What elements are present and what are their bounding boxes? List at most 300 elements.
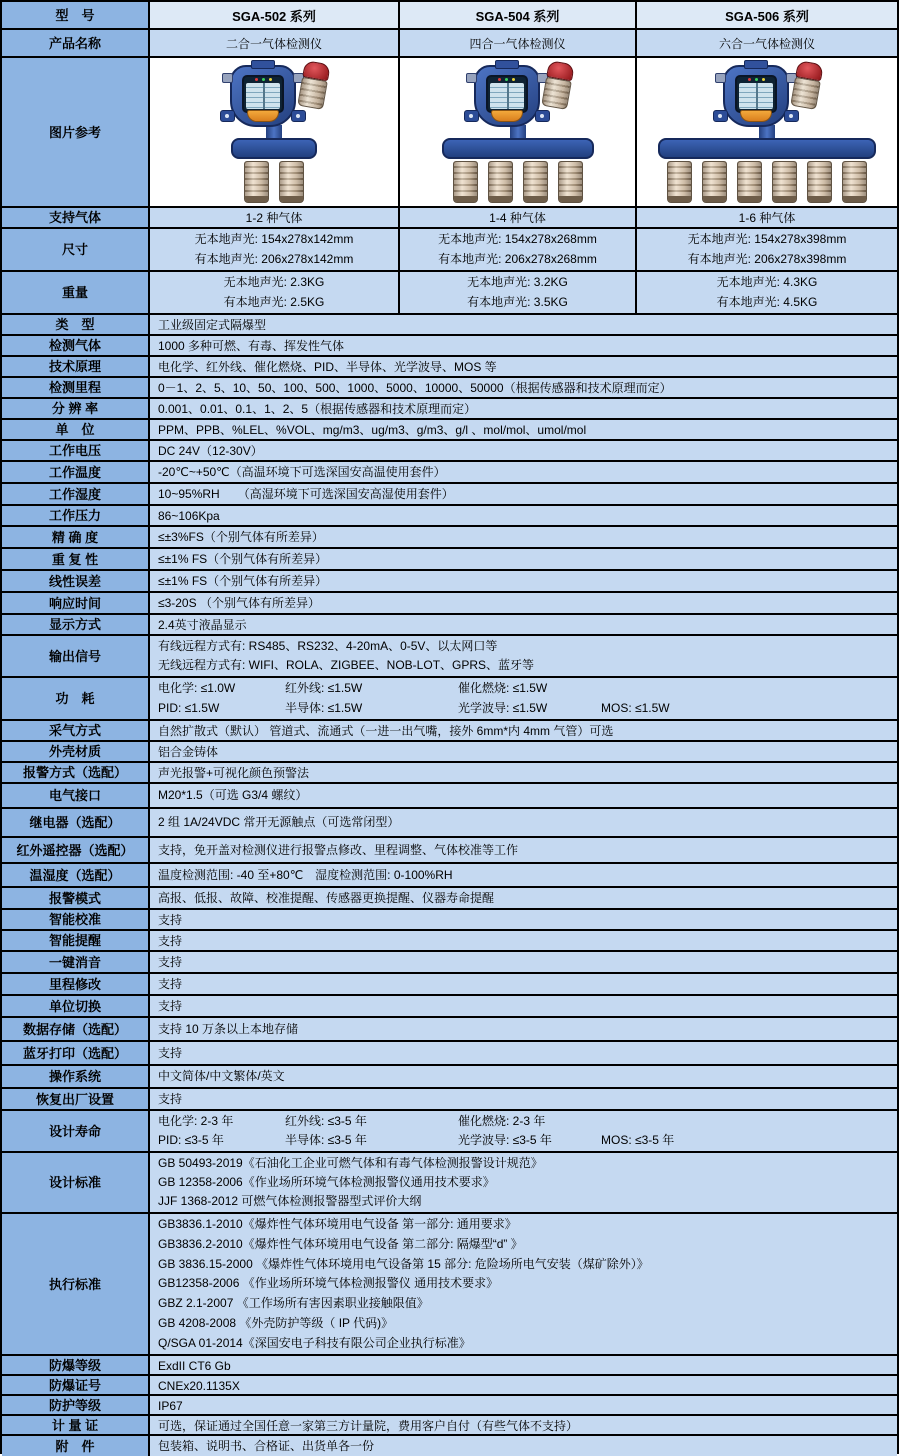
spec-row [2, 974, 897, 996]
spec-label: 工作湿度 [2, 484, 150, 504]
spec-label: 防爆等级 [2, 1356, 150, 1374]
spec-line: 有线远程方式有: RS485、RS232、4-20mA、0-5V、以太网口等 [158, 639, 498, 653]
row-label-supported-gases: 支持气体 [2, 208, 150, 227]
spec-value [150, 1214, 897, 1354]
spec-line: 0－1、2、5、10、50、100、500、1000、5000、10000、50000（根据传感器和技术原理而定） [158, 381, 672, 395]
spec-segment: 红外线: ≤1.5W [285, 681, 363, 696]
product-image-sga-502 [150, 58, 400, 206]
spec-label: 线性误差 [2, 571, 150, 591]
size-line: 无本地声光: 154x278x398mm [687, 232, 847, 247]
led-red-icon [255, 78, 258, 81]
beacon-body [541, 77, 572, 110]
spec-row [2, 784, 897, 809]
spec-segment: 电化学: ≤1.0W [158, 681, 236, 696]
spec-value [150, 1436, 897, 1456]
spec-label: 电气接口 [2, 784, 150, 807]
spec-row [2, 1396, 897, 1416]
spec-line: 电化学、红外线、催化燃烧、PID、半导体、光学波导、MOS 等 [158, 360, 497, 374]
beacon-body [297, 77, 328, 110]
product-name-3: 六合一气体检测仪 [637, 30, 897, 56]
size-line: 有本地声光: 206x278x398mm [687, 251, 847, 266]
spec-row [2, 315, 897, 336]
weight-1 [150, 272, 400, 313]
spec-segment: PID: ≤1.5W [158, 700, 220, 715]
spec-line: ≤3-20S （个别气体有所差异） [158, 596, 320, 610]
spec-value [150, 1376, 897, 1394]
spec-label: 里程修改 [2, 974, 150, 994]
weight-line: 无本地声光: 3.2KG [467, 275, 568, 290]
spec-row [2, 888, 897, 910]
spec-label: 智能校准 [2, 910, 150, 929]
mounting-ear [291, 110, 306, 122]
spec-row [2, 484, 897, 506]
gas-detector-illustration [658, 61, 876, 203]
weight-line: 有本地声光: 2.5KG [223, 294, 325, 309]
sensor-manifold [442, 138, 594, 159]
spec-label: 响应时间 [2, 593, 150, 613]
spec-line: PPM、PPB、%LEL、%VOL、mg/m3、ug/m3、g/m3、g/l 、mol/mol、umol/mol [158, 423, 587, 437]
sensor-row [244, 161, 304, 203]
spec-label: 报警方式（选配） [2, 763, 150, 782]
spec-line: 86~106Kpa [158, 509, 220, 523]
sensor-row [453, 161, 583, 203]
led-yellow-icon [512, 78, 515, 81]
spec-value [150, 1356, 897, 1374]
sensor-cylinder [244, 161, 269, 203]
spec-row [2, 441, 897, 462]
mounting-ear [535, 110, 550, 122]
spec-row [2, 636, 897, 678]
spec-label: 温湿度（选配） [2, 864, 150, 886]
row-label-image: 图片参考 [2, 58, 150, 206]
spec-row [2, 1018, 897, 1042]
row-label-model: 型 号 [2, 2, 150, 28]
spec-segment: 半导体: ≤3-5 年 [285, 1133, 367, 1147]
detector-screen [242, 75, 284, 113]
spec-line: 支持 [158, 999, 183, 1013]
top-cap [251, 60, 275, 69]
spec-label: 外壳材质 [2, 742, 150, 761]
row-size [2, 229, 897, 272]
spec-row [2, 399, 897, 420]
spec-value [150, 931, 897, 950]
spec-value [150, 315, 897, 334]
spec-value [150, 506, 897, 525]
spec-line: M20*1.5（可选 G3/4 螺纹） [158, 788, 308, 802]
spec-value [150, 974, 897, 994]
size-2 [400, 229, 637, 270]
spec-row [2, 462, 897, 484]
detector-button [247, 110, 279, 122]
spec-value [150, 615, 897, 634]
spec-label: 防爆证号 [2, 1376, 150, 1394]
sensor-manifold [658, 138, 876, 159]
model-sga-506: SGA-506 系列 [637, 2, 897, 28]
spec-line: 1000 多种可燃、有毒、挥发性气体 [158, 339, 345, 353]
spec-row [2, 1436, 897, 1456]
spec-label: 显示方式 [2, 615, 150, 634]
led-green-icon [755, 78, 758, 81]
spec-line: ≤±3%FS（个别气体有所差异） [158, 530, 324, 544]
row-label-weight: 重量 [2, 272, 150, 313]
spec-value [150, 784, 897, 807]
mounting-ear [784, 110, 799, 122]
spec-line: 无线远程方式有: WIFI、ROLA、ZIGBEE、NOB-LOT、GPRS、蓝牙等 [158, 658, 535, 672]
side-nut-icon [715, 73, 726, 83]
spec-value [150, 1111, 897, 1151]
spec-value [150, 1153, 897, 1212]
spec-label: 工作电压 [2, 441, 150, 460]
spec-row [2, 1356, 897, 1376]
spec-row [2, 721, 897, 742]
spec-line: 声光报警+可视化颜色预警法 [158, 766, 310, 780]
spec-label: 一键消音 [2, 952, 150, 972]
spec-label: 技术原理 [2, 357, 150, 376]
sensor-manifold [231, 138, 317, 159]
spec-line: 工业级固定式隔爆型 [158, 318, 267, 332]
spec-segment: MOS: ≤3-5 年 [601, 1133, 675, 1147]
spec-line: 支持 [158, 977, 183, 991]
sensor-cylinder [807, 161, 832, 203]
beacon-body [790, 77, 821, 110]
size-3 [637, 229, 897, 270]
spec-line: 自然扩散式（默认） 管道式、流通式（一进一出气嘴，接外 6mm*内 4mm 气管）可选 [158, 724, 614, 738]
model-sga-504: SGA-504 系列 [400, 2, 637, 28]
spec-value [150, 357, 897, 376]
detector-head-assembly [452, 61, 584, 125]
spec-label: 分 辨 率 [2, 399, 150, 418]
spec-line [158, 699, 891, 718]
spec-line: 支持，免开盖对检测仪进行报警点修改、里程调整、气体校准等工作 [158, 842, 519, 857]
detector-button [491, 110, 523, 122]
spec-line: ExdII CT6 Gb [158, 1359, 231, 1373]
weight-2 [400, 272, 637, 313]
sensor-cylinder [279, 161, 304, 203]
spec-line: ≤±1% FS（个别气体有所差异） [158, 574, 328, 588]
spec-line: 支持 [158, 955, 183, 969]
size-line: 有本地声光: 206x278x268mm [438, 251, 597, 266]
spec-value [150, 1018, 897, 1040]
weight-line: 有本地声光: 4.5KG [716, 294, 818, 309]
spec-value [150, 549, 897, 569]
spec-row [2, 996, 897, 1018]
spec-line: Q/SGA 01-2014《深国安电子科技有限公司企业执行标准》 [158, 1335, 471, 1350]
spec-row [2, 1111, 897, 1153]
screen-display [490, 83, 524, 109]
spec-label: 蓝牙打印（选配） [2, 1042, 150, 1064]
spec-value [150, 1089, 897, 1109]
spec-row [2, 763, 897, 784]
sensor-cylinder [772, 161, 797, 203]
row-product-image [2, 58, 897, 208]
spec-label: 数据存储（选配） [2, 1018, 150, 1040]
spec-row [2, 910, 897, 931]
spec-row [2, 1066, 897, 1089]
sensor-cylinder [488, 161, 513, 203]
mounting-ear [713, 110, 728, 122]
spec-value [150, 336, 897, 355]
spec-value [150, 571, 897, 591]
sensor-row [667, 161, 867, 203]
detector-button [740, 110, 772, 122]
spec-row [2, 1416, 897, 1436]
spec-line: 可选，保证通过全国任意一家第三方计量院，费用客户自付（有些气体不支持） [158, 1419, 579, 1433]
spec-label: 设计寿命 [2, 1111, 150, 1151]
detector-head [230, 65, 296, 127]
spec-row [2, 678, 897, 721]
spec-line: GB3836.2-2010《爆炸性气体环境用电气设备 第二部分: 隔爆型“d” 》 [158, 1237, 523, 1252]
spec-line: IP67 [158, 1399, 183, 1413]
spec-line: 高报、低报、故障、校准提醒、传感器更换提醒、仪器寿命提醒 [158, 891, 495, 905]
spec-segment: 光学波导: ≤3-5 年 [458, 1133, 552, 1147]
spec-value [150, 1396, 897, 1414]
spec-label: 计 量 证 [2, 1416, 150, 1434]
spec-line: GB3836.1-2010《爆炸性气体环境用电气设备 第一部分: 通用要求》 [158, 1217, 517, 1232]
spec-line: 包装箱、说明书、合格证、出货单各一份 [158, 1439, 375, 1453]
side-nut-icon [466, 73, 477, 83]
spec-segment: 催化燃烧: 2-3 年 [458, 1114, 546, 1128]
sensor-cylinder [453, 161, 478, 203]
spec-line: GB 3836.15-2000 《爆炸性气体环境用电气设备第 15 部分: 危险场所电气安装（煤矿除外）》 [158, 1256, 649, 1271]
weight-3 [637, 272, 897, 313]
status-leds [488, 78, 526, 81]
spec-row [2, 357, 897, 378]
spec-row [2, 615, 897, 636]
led-red-icon [498, 78, 501, 81]
spec-value [150, 763, 897, 782]
alarm-beacon-icon [541, 60, 575, 110]
spec-segment: 红外线: ≤3-5 年 [285, 1114, 367, 1128]
spec-rows-section [2, 315, 897, 1456]
spec-segment: 电化学: 2-3 年 [158, 1114, 234, 1128]
product-image-sga-504 [400, 58, 637, 206]
screen-display [246, 83, 280, 109]
spec-row [2, 838, 897, 864]
sensor-cylinder [523, 161, 548, 203]
spec-label: 报警模式 [2, 888, 150, 908]
spec-line: DC 24V（12-30V） [158, 444, 263, 458]
model-sga-502: SGA-502 系列 [150, 2, 400, 28]
detector-head [474, 65, 540, 127]
row-model [2, 2, 897, 30]
spec-line: GB12358-2006 《作业场所环境气体检测报警仪 通用技术要求》 [158, 1276, 499, 1291]
spec-segment: MOS: ≤1.5W [601, 700, 670, 715]
spec-row [2, 1042, 897, 1066]
spec-line: 2 组 1A/24VDC 常开无源触点（可选常闭型） [158, 815, 400, 829]
gases-2: 1-4 种气体 [400, 208, 637, 227]
spec-line: 支持 [158, 913, 183, 927]
spec-row [2, 336, 897, 357]
spec-label: 工作压力 [2, 506, 150, 525]
spec-line: 支持 10 万条以上本地存储 [158, 1021, 299, 1036]
row-supported-gases [2, 208, 897, 229]
spec-value [150, 721, 897, 740]
sensor-cylinder [558, 161, 583, 203]
spec-value [150, 888, 897, 908]
spec-segment: 催化燃烧: ≤1.5W [458, 681, 548, 696]
spec-label: 功 耗 [2, 678, 150, 719]
led-yellow-icon [762, 78, 765, 81]
spec-value [150, 1042, 897, 1064]
spec-value [150, 399, 897, 418]
spec-label: 输出信号 [2, 636, 150, 676]
spec-value [150, 527, 897, 547]
spec-row [2, 809, 897, 838]
spec-row [2, 952, 897, 974]
top-cap [495, 60, 519, 69]
spec-value [150, 678, 897, 719]
product-name-1: 二合一气体检测仪 [150, 30, 400, 56]
side-nut-icon [222, 73, 233, 83]
led-green-icon [505, 78, 508, 81]
spec-label: 检测气体 [2, 336, 150, 355]
spec-label: 执行标准 [2, 1214, 150, 1354]
screen-display [739, 83, 773, 109]
spec-row [2, 378, 897, 399]
spec-value [150, 952, 897, 972]
spec-line: 2.4英寸液晶显示 [158, 618, 247, 632]
detector-screen [735, 75, 777, 113]
spec-line: 铝合金铸体 [158, 745, 219, 759]
spec-value [150, 593, 897, 613]
spec-row [2, 420, 897, 441]
spec-label: 重 复 性 [2, 549, 150, 569]
spec-label: 操作系统 [2, 1066, 150, 1087]
spec-row [2, 506, 897, 527]
spec-value [150, 1416, 897, 1434]
spec-label: 防护等级 [2, 1396, 150, 1414]
spec-line: JJF 1368-2012 可燃气体检测报警器型式评价大纲 [158, 1194, 422, 1208]
led-yellow-icon [269, 78, 272, 81]
spec-line: GB 4208-2008 《外壳防护等级（ IP 代码)》 [158, 1315, 394, 1330]
led-green-icon [262, 78, 265, 81]
spec-label: 设计标准 [2, 1153, 150, 1212]
status-leds [737, 78, 775, 81]
size-1 [150, 229, 400, 270]
gas-detector-illustration [208, 61, 340, 203]
weight-line: 无本地声光: 4.3KG [716, 275, 818, 290]
spec-row [2, 549, 897, 571]
alarm-beacon-icon [297, 60, 331, 110]
mounting-ear [220, 110, 235, 122]
led-red-icon [748, 78, 751, 81]
spec-line: 支持 [158, 1092, 183, 1106]
spec-row [2, 1376, 897, 1396]
spec-line: GB 50493-2019《石油化工企业可燃气体和有毒气体检测报警设计规范》 [158, 1156, 543, 1170]
spec-label: 检测里程 [2, 378, 150, 397]
spec-value [150, 378, 897, 397]
spec-value [150, 864, 897, 886]
spec-label: 附 件 [2, 1436, 150, 1456]
row-label-product-name: 产品名称 [2, 30, 150, 56]
spec-line: 支持 [158, 934, 183, 948]
spec-value [150, 462, 897, 482]
spec-segment: PID: ≤3-5 年 [158, 1133, 224, 1147]
spec-line: 0.001、0.01、0.1、1、2、5（根据传感器和技术原理而定） [158, 402, 477, 416]
sensor-cylinder [667, 161, 692, 203]
spec-value [150, 996, 897, 1016]
spec-line: CNEx20.1135X [158, 1379, 240, 1393]
detector-head-assembly [701, 61, 833, 125]
row-product-name [2, 30, 897, 58]
sensor-cylinder [737, 161, 762, 203]
spec-value [150, 910, 897, 929]
spec-line [158, 679, 891, 698]
spec-value [150, 809, 897, 836]
weight-line: 有本地声光: 3.5KG [467, 294, 568, 309]
spec-label: 单位切换 [2, 996, 150, 1016]
sensor-cylinder [702, 161, 727, 203]
spec-line: 支持 [158, 1045, 183, 1060]
spec-row [2, 571, 897, 593]
detector-head-assembly [208, 61, 340, 125]
weight-line: 无本地声光: 2.3KG [223, 275, 325, 290]
spec-label: 红外遥控器（选配） [2, 838, 150, 862]
spec-label: 智能提醒 [2, 931, 150, 950]
spec-line [158, 1112, 891, 1131]
gas-detector-illustration [442, 61, 594, 203]
spec-label: 继电器（选配） [2, 809, 150, 836]
top-cap [744, 60, 768, 69]
product-name-2: 四合一气体检测仪 [400, 30, 637, 56]
product-image-sga-506 [637, 58, 897, 206]
spec-label: 单 位 [2, 420, 150, 439]
row-label-size: 尺寸 [2, 229, 150, 270]
spec-row [2, 864, 897, 888]
spec-value [150, 441, 897, 460]
spec-value [150, 1066, 897, 1087]
spec-value [150, 484, 897, 504]
alarm-beacon-icon [790, 60, 824, 110]
spec-label: 恢复出厂设置 [2, 1089, 150, 1109]
spec-row [2, 1214, 897, 1356]
spec-label: 工作温度 [2, 462, 150, 482]
spec-line: -20℃~+50℃（高温环境下可选深国安高温使用套件） [158, 465, 446, 479]
size-line: 无本地声光: 154x278x268mm [438, 232, 597, 247]
spec-line: 温度检测范围: -40 至+80℃ 湿度检测范围: 0-100%RH [158, 867, 453, 882]
spec-row [2, 1153, 897, 1214]
spec-line: ≤±1% FS（个别气体有所差异） [158, 552, 328, 566]
spec-segment: 光学波导: ≤1.5W [458, 700, 548, 715]
spec-label: 采气方式 [2, 721, 150, 740]
sensor-cylinder [842, 161, 867, 203]
spec-row [2, 593, 897, 615]
spec-segment: 半导体: ≤1.5W [285, 700, 363, 715]
spec-line [158, 1131, 891, 1150]
spec-line: 10~95%RH （高湿环境下可选深国安高湿使用套件） [158, 487, 454, 501]
mounting-ear [464, 110, 479, 122]
gases-1: 1-2 种气体 [150, 208, 400, 227]
spec-line: GB 12358-2006《作业场所环境气体检测报警仪通用技术要求》 [158, 1175, 495, 1189]
status-leds [244, 78, 282, 81]
spec-row [2, 1089, 897, 1111]
row-weight [2, 272, 897, 315]
detector-screen [486, 75, 528, 113]
spec-label: 精 确 度 [2, 527, 150, 547]
spec-row [2, 527, 897, 549]
size-line: 有本地声光: 206x278x142mm [194, 251, 354, 266]
spec-line: GBZ 2.1-2007 《工作场所有害因素职业接触限值》 [158, 1296, 429, 1311]
spec-value [150, 636, 897, 676]
spec-line: 中文简体/中文繁体/英文 [158, 1069, 285, 1083]
spec-value [150, 742, 897, 761]
gases-3: 1-6 种气体 [637, 208, 897, 227]
detector-head [723, 65, 789, 127]
spec-label: 类 型 [2, 315, 150, 334]
spec-value [150, 838, 897, 862]
size-line: 无本地声光: 154x278x142mm [194, 232, 354, 247]
spec-row [2, 742, 897, 763]
